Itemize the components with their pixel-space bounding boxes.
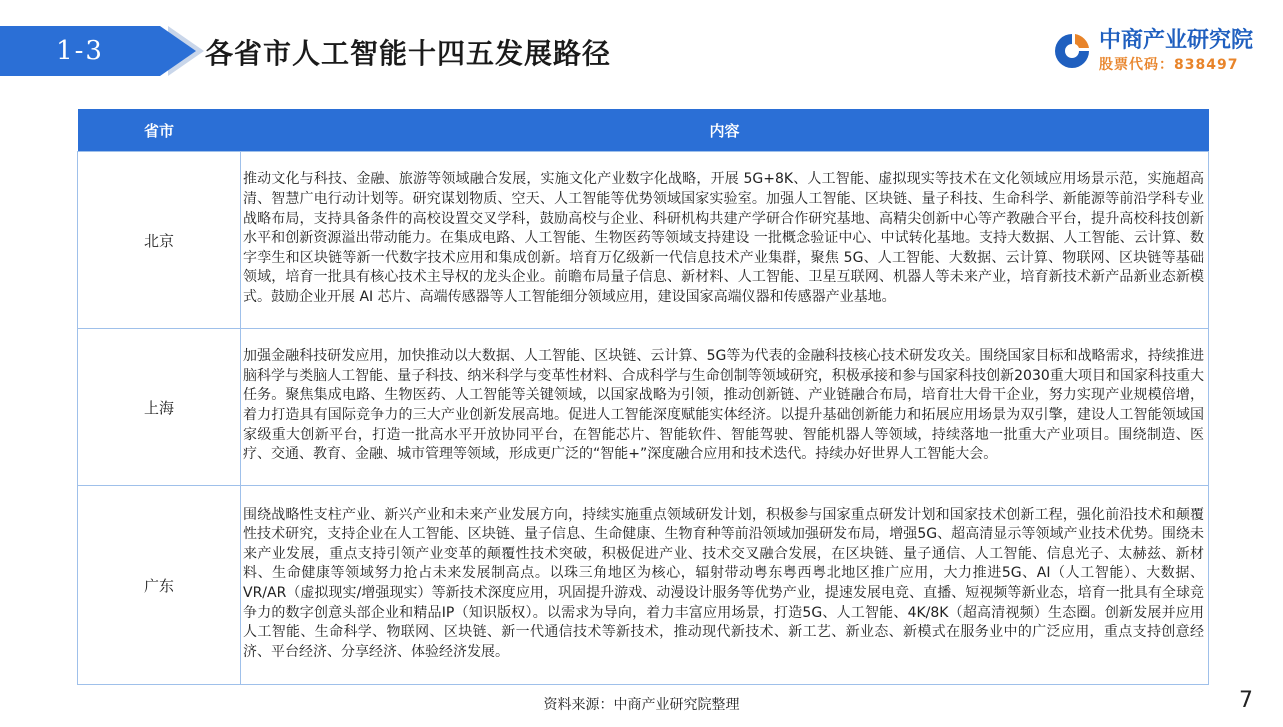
content-cell: 加强金融科技研发应用，加快推动以大数据、人工智能、区块链、云计算、5G等为代表的金融科技核心技术研发攻关。围绕国家目标和战略需求，持续推进脑科学与类脑人工智能、量子科技、纳米科学与变革性材料、合成科学与生命创制等领域研究，积极承接和参与国家科技创新2030重大项目和国家科技重大任务。聚焦集成电路、生物医药、人工智能等关键领域，以国家战略为引领，推动创新链、产业链融合布局，培育壮大骨干企业，努力实现产业规模倍增，着力打造具有国际竞争力的三大产业创新发展高地。促进人工智能深度赋能实体经济。以提升基础创新能力和拓展应用场景为双引擎，建设人工智能领域国家级重大创新平台，打造一批高水平开放协同平台，在智能芯片、智能软件、智能驾驶、智能机器人等领域，持续落地一批重大产业项目。围绕制造、医疗、交通、教育、金融、城市管理等领域，形成更广泛的“智能+”深度融合应用和技术迭代。持续办好世界人工智能大会。 bbox=[241, 329, 1209, 486]
company-logo bbox=[1051, 28, 1253, 74]
content-cell: 围绕战略性支柱产业、新兴产业和未来产业发展方向，持续实施重点领域研发计划，积极参与国家重点研发计划和国家技术创新工程，强化前沿技术和颠覆性技术研究，支持企业在人工智能、区块链、量子信息、生命健康、生物育种等前沿领域加强研发布局，增强5G、超高清显示等领域产业技术优势。围绕未来产业发展，重点支持引领产业变革的颠覆性技术突破，积极促进产业、技术交叉融合发展，在区块链、量子通信、人工智能、信息光子、太赫兹、新材料、生命健康等领域努力抢占未来发展制高点。以珠三角地区为核心，辐射带动粤东粤西粤北地区推广应用，大力推进5G、AI（人工智能）、大数据、VR/AR（虚拟现实/增强现实）等新技术深度应用，巩固提升游戏、动漫设计服务等优势产业，提速发展电竞、直播、短视频等新业态，培育一批具有全球竞争力的数字创意头部企业和精品IP（知识版权）。以需求为导向，着力丰富应用场景，打造5G、人工智能、4K/8K（超高清视频）生态圈。创新发展并应用人工智能、生命科学、物联网、区块链、新一代通信技术等新技术，推动现代新技术、新工艺、新业态、新模式在服务业中的广泛应用，重点支持创意经济、平台经济、分享经济、体验经济发展。 bbox=[241, 486, 1209, 685]
province-cell: 广东 bbox=[78, 486, 241, 685]
content-cell: 推动文化与科技、金融、旅游等领域融合发展，实施文化产业数字化战略，开展 5G+8K、人工智能、虚拟现实等技术在文化领域应用场景示范，实施超高清、智慧广电行动计划等。研究谋划物质、空天、人工智能等优势领域国家实验室。加强人工智能、区块链、量子科技、生命科学、新能源等前沿学科专业战略布局，支持具备条件的高校设置交叉学科，鼓励高校与企业、科研机构共建产学研合作研究基地、高精尖创新中心等产教融合平台，提升高校科技创新水平和创新资源溢出带动能力。在集成电路、人工智能、生物医药等领域支持建设 一批概念验证中心、中试转化基地。支持大数据、人工智能、云计算、数字孪生和区块链等新一代数字技术应用和集成创新。培育万亿级新一代信息技术产业集群，聚焦 5G、人工智能、大数据、云计算、物联网、区块链等基础领域，培育一批具有核心技术主导权的龙头企业。前瞻布局量子信息、新材料、人工智能、卫星互联网、机器人等未来产业，培育新技术新产品新业态新模式。鼓励企业开展 AI 芯片、高端传感器等人工智能细分领域应用，建设国家高端仪器和传感器产业基地。 bbox=[241, 152, 1209, 329]
development-table bbox=[77, 109, 1209, 685]
table-header-row bbox=[78, 109, 1209, 152]
header-province: 省市 bbox=[78, 109, 241, 152]
header-content: 内容 bbox=[241, 109, 1209, 152]
province-cell: 上海 bbox=[78, 329, 241, 486]
section-tag-arrow bbox=[160, 26, 196, 76]
table-row bbox=[78, 329, 1209, 486]
company-logo-icon bbox=[1051, 30, 1093, 72]
section-tag bbox=[0, 26, 160, 76]
company-name: 中商产业研究院 bbox=[1098, 28, 1253, 53]
page-title: 各省市人工智能十四五发展路径 bbox=[205, 37, 612, 70]
section-number: 1-3 bbox=[56, 36, 104, 66]
page-number: 7 bbox=[1239, 688, 1253, 713]
province-cell: 北京 bbox=[78, 152, 241, 329]
table-row bbox=[78, 152, 1209, 329]
table-row bbox=[78, 486, 1209, 685]
stock-code: 股票代码：838497 bbox=[1098, 57, 1239, 73]
source-note: 资料来源：中商产业研究院整理 bbox=[543, 697, 740, 713]
